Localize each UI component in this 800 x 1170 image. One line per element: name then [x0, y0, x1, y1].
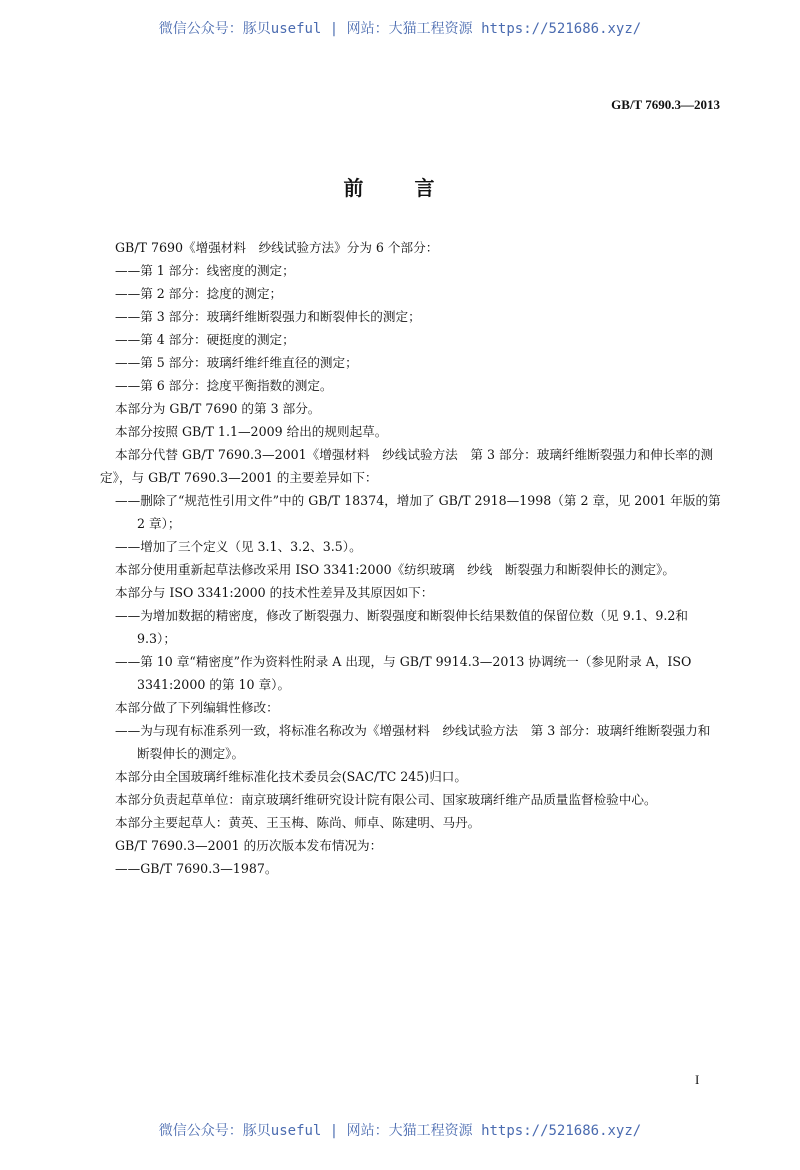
list-item: ——增加了三个定义（见 3.1、3.2、3.5）。: [115, 539, 362, 554]
paragraph: 本部分与 ISO 3341:2000 的技术性差异及其原因如下：: [115, 585, 434, 600]
list-item: ——删除了“规范性引用文件”中的 GB/T 18374，增加了 GB/T 2918—1998（第 2 章，见 2001 年版的第 2 章）；: [115, 493, 721, 531]
list-item: ——第 1 部分：线密度的测定；: [115, 263, 295, 278]
paragraph: 本部分使用重新起草法修改采用 ISO 3341:2000《纺织玻璃 纱线 断裂强力和断裂伸长的测定》。: [115, 562, 675, 577]
paragraph: 本部分代替 GB/T 7690.3—2001《增强材料 纱线试验方法 第 3 部分：玻璃纤维断裂强力和伸长率的测定》，与 GB/T 7690.3—2001 的主要差异如下：: [100, 447, 714, 485]
list-item: ——GB/T 7690.3—1987。: [115, 861, 278, 876]
list-item: ——第 4 部分：硬挺度的测定；: [115, 332, 295, 347]
watermark-top: 微信公众号：豚贝useful | 网站：大猫工程资源 https://521686.xyz/: [158, 21, 642, 37]
paragraph: 本部分主要起草人：黄英、王玉梅、陈尚、师卓、陈建明、马丹。: [115, 815, 481, 830]
page-number: I: [695, 1072, 700, 1087]
list-item: ——第 2 部分：捻度的测定；: [115, 286, 283, 301]
list-item: ——第 6 部分：捻度平衡指数的测定。: [115, 378, 333, 393]
paragraph: GB/T 7690《增强材料 纱线试验方法》分为 6 个部分：: [115, 240, 439, 255]
foreword-body: [100, 236, 722, 880]
list-item: ——为与现有标准系列一致，将标准名称改为《增强材料 纱线试验方法 第 3 部分：玻璃纤维断裂强力和断裂伸长的测定》。: [115, 723, 711, 761]
list-item: ——第 10 章“精密度”作为资料性附录 A 出现，与 GB/T 9914.3—2013 协调统一（参见附录 A，ISO 3341:2000 的第 10 章）。: [115, 654, 692, 692]
paragraph: 本部分做了下列编辑性修改：: [115, 700, 279, 715]
paragraph: 本部分由全国玻璃纤维标准化技术委员会(SAC/TC 245)归口。: [115, 769, 467, 784]
list-item: ——第 5 部分：玻璃纤维纤维直径的测定；: [115, 355, 358, 370]
watermark-bottom: 微信公众号：豚贝useful | 网站：大猫工程资源 https://521686.xyz/: [158, 1123, 642, 1139]
list-item: ——为增加数据的精密度，修改了断裂强力、断裂强度和断裂伸长结果数值的保留位数（见 9.1、9.2和 9.3）；: [115, 608, 688, 646]
list-item: ——第 3 部分：玻璃纤维断裂强力和断裂伸长的测定；: [115, 309, 421, 324]
paragraph: 本部分按照 GB/T 1.1—2009 给出的规则起草。: [115, 424, 388, 439]
paragraph: 本部分为 GB/T 7690 的第 3 部分。: [115, 401, 321, 416]
page-title: 前 言: [343, 176, 457, 200]
paragraph: GB/T 7690.3—2001 的历次版本发布情况为：: [115, 838, 383, 853]
standard-number: GB/T 7690.3—2013: [611, 97, 720, 112]
paragraph: 本部分负责起草单位：南京玻璃纤维研究设计院有限公司、国家玻璃纤维产品质量监督检验中心。: [115, 792, 657, 807]
